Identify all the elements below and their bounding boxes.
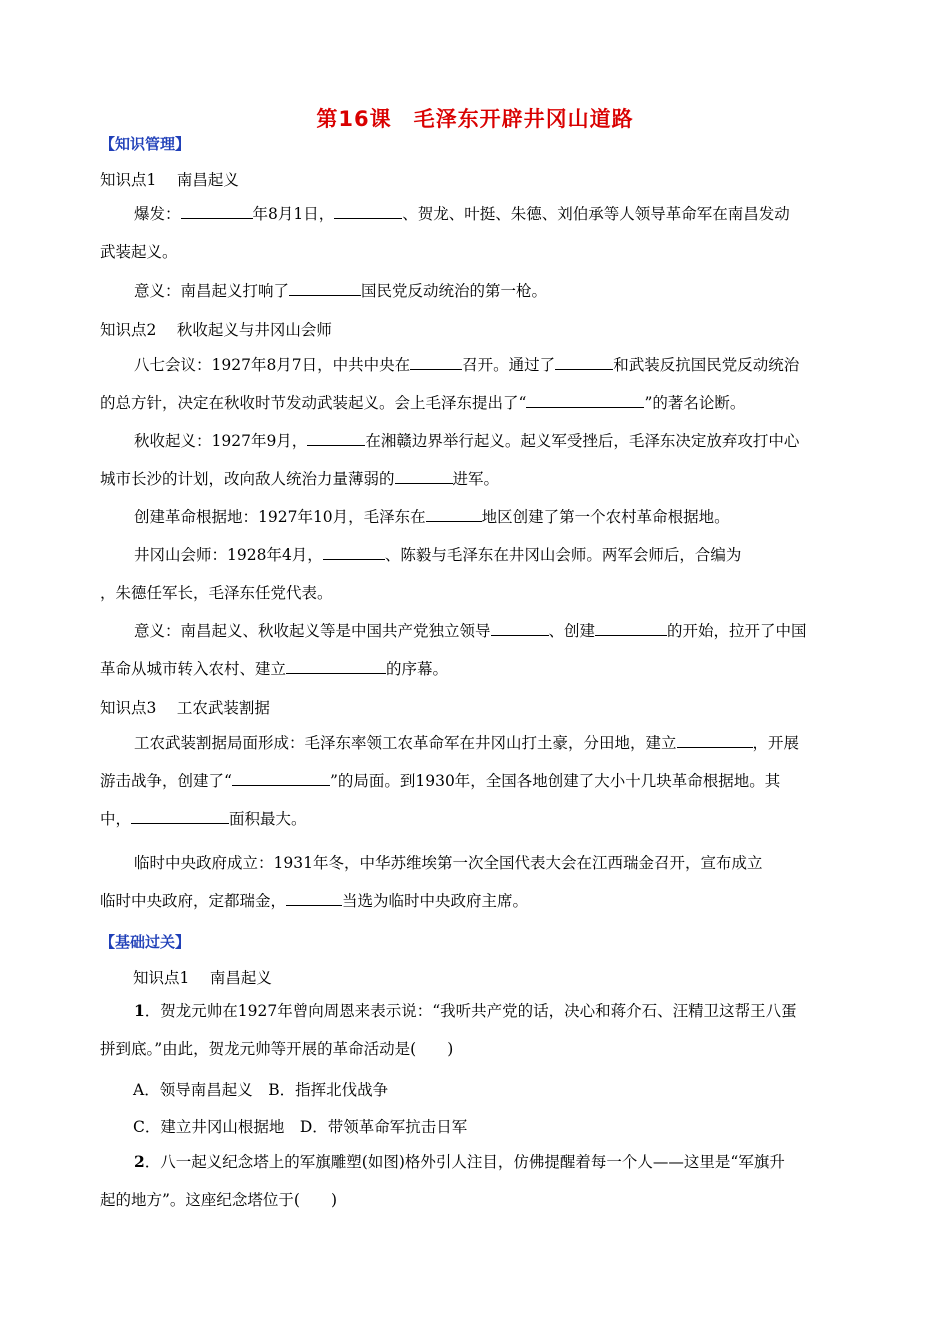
fill-blank[interactable]	[323, 543, 385, 560]
lesson-title: 第16课 毛泽东开辟井冈山道路	[316, 107, 634, 131]
fill-blank[interactable]	[307, 429, 365, 446]
fill-blank[interactable]	[395, 467, 453, 484]
fill-blank[interactable]	[677, 731, 753, 748]
question-1: 1．贺龙元帅在1927年曾向周恩来表示说：“我听共产党的话，决心和蒋介石、汪精卫这帮王八蛋 拼到底。”由此，贺龙元帅等开展的革命活动是( )	[100, 1001, 797, 1058]
question-2: 2．八一起义纪念塔上的军旗雕塑(如图)格外引人注目，仿佛提醒着每一个人——这里是“军旗升 起的地方”。这座纪念塔位于( )	[100, 1152, 785, 1209]
fill-blank[interactable]	[334, 202, 402, 219]
kp1-outbreak-paragraph: 爆发： 年8月1日， 、贺龙、叶挺、朱德、刘伯承等人领导革命军在南昌发动 武装起义。	[100, 195, 858, 271]
kp-label: 知识点1	[100, 171, 157, 189]
kp3-government-paragraph: 临时中央政府成立：1931年冬，中华苏维埃第一次全国代表大会在江西瑞金召开，宣布成立 临时中央政府，定都瑞金， 当选为临时中央政府主席。	[100, 854, 763, 910]
kp2-autumn-paragraph: 秋收起义：1927年9月， 在湘赣边界举行起义。起义军受挫后，毛泽东决定放弃攻打中心 城市长沙的计划，改向敌人统治力量薄弱的 进军。	[100, 422, 858, 498]
kp2-meaning-paragraph: 意义：南昌起义、秋收起义等是中国共产党独立领导 、创建 的开始，拉开了中国 革命从城市转入农村、建立 的序幕。	[100, 612, 858, 688]
fill-blank[interactable]	[181, 202, 253, 219]
section-knowledge-management: 【知识管理】	[100, 135, 191, 153]
kp2-meeting-paragraph: 八七会议：1927年8月7日，中共中央在 召开。通过了 和武装反抗国民党反动统治 的总方针，决定在秋收时节发动武装起义。会上毛泽东提出了“ ”的著名论断。	[100, 346, 858, 422]
question-1-options-row-1[interactable]: A．领导南昌起义 B．指挥北伐战争	[133, 1081, 389, 1099]
kp-name: 南昌起义	[176, 171, 239, 189]
fill-blank[interactable]	[555, 353, 613, 370]
fill-blank[interactable]	[526, 391, 644, 408]
fill-blank[interactable]	[289, 279, 361, 296]
knowledge-point-3-heading: 知识点3 工农武装割据	[100, 699, 270, 717]
section-basic-practice: 【基础过关】	[100, 933, 191, 951]
fill-blank[interactable]	[595, 619, 667, 636]
question-number: 2	[134, 1152, 145, 1171]
kp1-meaning-paragraph: 意义：南昌起义打响了 国民党反动统治的第一枪。	[100, 272, 858, 310]
knowledge-point-2-heading: 知识点2 秋收起义与井冈山会师	[100, 321, 332, 339]
kp2-base-paragraph: 创建革命根据地：1927年10月，毛泽东在 地区创建了第一个农村革命根据地。	[100, 498, 858, 536]
fill-blank[interactable]	[131, 807, 229, 824]
fill-blank[interactable]	[286, 657, 386, 674]
fill-blank[interactable]	[410, 353, 462, 370]
fill-blank[interactable]	[286, 889, 342, 906]
knowledge-point-1-heading	[100, 168, 239, 190]
fill-blank[interactable]	[232, 769, 330, 786]
question-number: 1	[134, 1001, 145, 1020]
kp3-formation-paragraph: 工农武装割据局面形成：毛泽东率领工农革命军在井冈山打土豪，分田地，建立 ，开展 游击战争，创建了“ ”的局面。到1930年，全国各地创建了大小十几块革命根据地。其 中， 面积最大。	[100, 724, 858, 838]
kp2-join-paragraph: 井冈山会师：1928年4月， 、陈毅与毛泽东在井冈山会师。两军会师后，合编为 ，朱德任军长，毛泽东任党代表。	[100, 536, 858, 612]
fill-blank[interactable]	[491, 619, 549, 636]
fill-blank[interactable]	[426, 505, 482, 522]
question-1-options-row-2[interactable]: C．建立井冈山根据地 D．带领革命军抗击日军	[133, 1118, 468, 1136]
practice-knowledge-point-1-heading: 知识点1 南昌起义	[133, 969, 272, 987]
